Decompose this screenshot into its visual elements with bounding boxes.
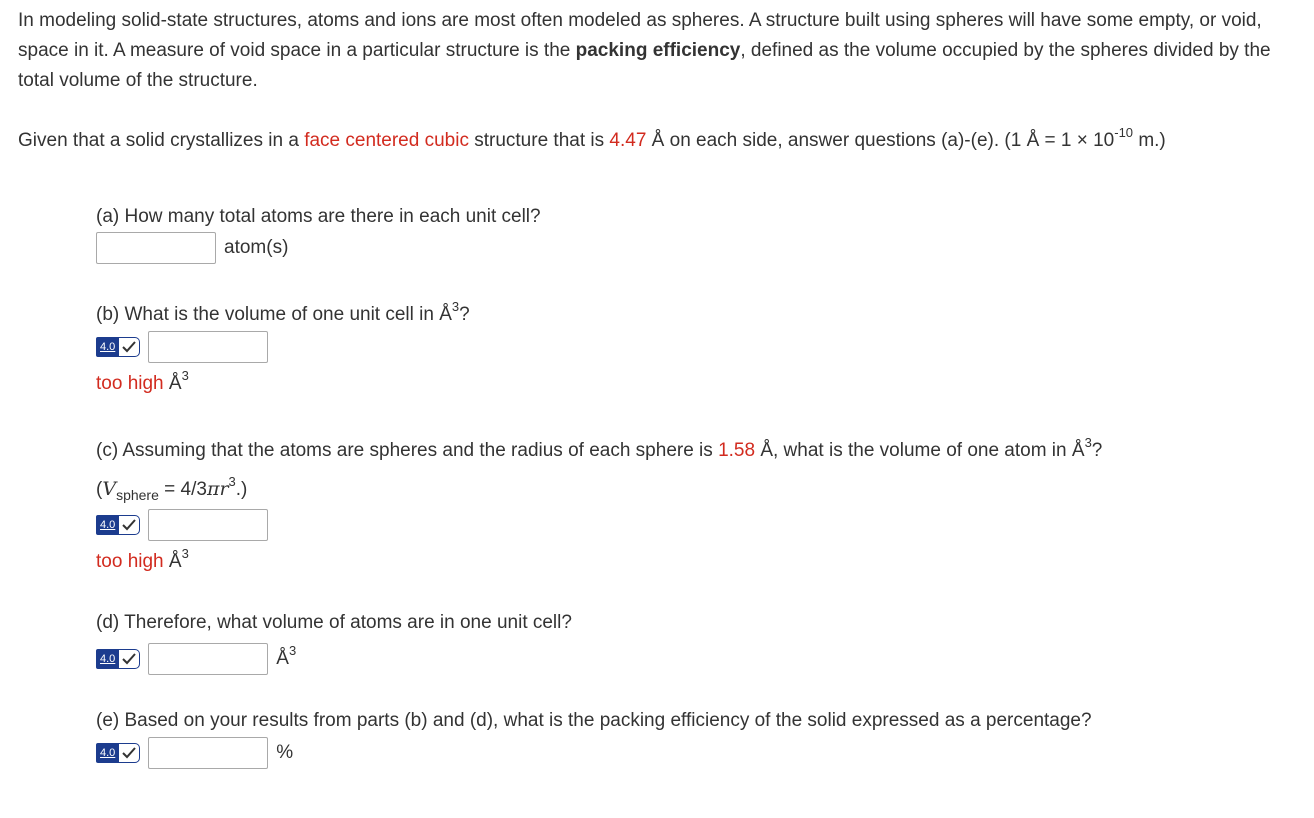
- unit-d: [276, 643, 297, 670]
- feedback-b-sup: 3: [181, 368, 189, 383]
- attempt-count-d-text: 4.0: [100, 653, 116, 665]
- formula-r: r: [219, 478, 229, 500]
- exponent: -10: [1114, 125, 1134, 140]
- attempt-count-e-text: 4.0: [100, 747, 116, 759]
- answer-row-b: [96, 331, 268, 363]
- attempt-count-d: [96, 649, 119, 669]
- side-length: 4.47: [609, 130, 647, 151]
- formula-sup: 3: [228, 474, 236, 489]
- question-c-end: ?: [1091, 440, 1103, 461]
- attempt-count-e: [96, 743, 119, 763]
- check-icon: [119, 337, 140, 357]
- intro-bold-term: packing efficiency: [575, 40, 741, 61]
- answer-input-e[interactable]: [148, 737, 268, 769]
- question-e: (e) Based on your results from parts (b) and (d), what is the packing efficiency of the solid expressed as a percentage?: [96, 710, 1092, 731]
- question-b-text: (b) What is the volume of one unit cell in Å: [96, 304, 452, 325]
- unit-d-sup: 3: [288, 643, 297, 658]
- answer-row-c: [96, 509, 268, 541]
- question-a: (a) How many total atoms are there in each unit cell?: [96, 206, 541, 227]
- check-icon: [119, 743, 140, 763]
- formula-open: (: [96, 479, 103, 500]
- question-b-sup: 3: [451, 299, 460, 314]
- intro-paragraph: [18, 6, 1288, 96]
- radius-value: 1.58: [718, 440, 756, 461]
- check-icon: [119, 649, 140, 669]
- formula-eq: = 4/3: [158, 479, 207, 500]
- feedback-b: [96, 368, 189, 395]
- formula-pi: π: [206, 478, 220, 500]
- given-text-2: structure that is: [468, 130, 610, 151]
- unit-a: atom(s): [224, 237, 289, 258]
- question-b: [96, 299, 470, 326]
- check-icon: [119, 515, 140, 535]
- intro-text-end: , defined as the volume occupied by the spheres divided by the total volume of the structure.: [18, 40, 1271, 91]
- answer-row-a: [96, 232, 288, 264]
- unit-e: %: [276, 742, 294, 763]
- question-c-text-2: Å, what is the volume of one atom in Å: [755, 440, 1085, 461]
- attempt-badge-d[interactable]: [96, 649, 140, 669]
- formula-sub: sphere: [116, 487, 159, 503]
- feedback-b-text: too high: [96, 373, 164, 394]
- attempt-count-b: [96, 337, 119, 357]
- attempt-count-c: [96, 515, 119, 535]
- attempt-badge-c[interactable]: [96, 515, 140, 535]
- feedback-c: [96, 546, 189, 573]
- feedback-c-text: too high: [96, 551, 164, 572]
- intro-text: In modeling solid-state structures, atoms and ions are most often modeled as spheres. A structure built using spheres will have some empty, or void, space in it. A measure of void space in a particular structure is the: [18, 10, 1262, 61]
- given-paragraph: [18, 126, 1288, 156]
- attempt-badge-e[interactable]: [96, 743, 140, 763]
- question-b-end: ?: [459, 304, 470, 325]
- question-c-text: (c) Assuming that the atoms are spheres and the radius of each sphere is: [96, 440, 719, 461]
- attempt-count-c-text: 4.0: [100, 519, 116, 531]
- structure-type: face centered cubic: [304, 130, 469, 151]
- formula-v: V: [102, 478, 117, 500]
- attempt-badge-b[interactable]: [96, 337, 140, 357]
- question-c: [96, 435, 1103, 462]
- answer-input-d[interactable]: [148, 643, 268, 675]
- given-text: Given that a solid crystallizes in a: [18, 130, 305, 151]
- answer-input-a[interactable]: [96, 232, 216, 264]
- sphere-formula: [96, 474, 248, 503]
- feedback-b-unit: Å: [168, 373, 182, 394]
- feedback-c-unit: Å: [168, 551, 182, 572]
- answer-row-d: [96, 643, 296, 675]
- formula-close: .): [235, 479, 248, 500]
- feedback-c-sup: 3: [181, 546, 189, 561]
- unit-d-text: Å: [276, 648, 289, 669]
- answer-input-b[interactable]: [148, 331, 268, 363]
- attempt-count-b-text: 4.0: [100, 341, 116, 353]
- given-text-3: Å on each side, answer questions (a)-(e). (1 Å = 1 × 10: [646, 130, 1115, 151]
- given-text-4: m.): [1133, 130, 1166, 151]
- answer-input-c[interactable]: [148, 509, 268, 541]
- question-c-sup: 3: [1084, 435, 1092, 450]
- answer-row-e: [96, 737, 293, 769]
- question-d: (d) Therefore, what volume of atoms are in one unit cell?: [96, 612, 572, 633]
